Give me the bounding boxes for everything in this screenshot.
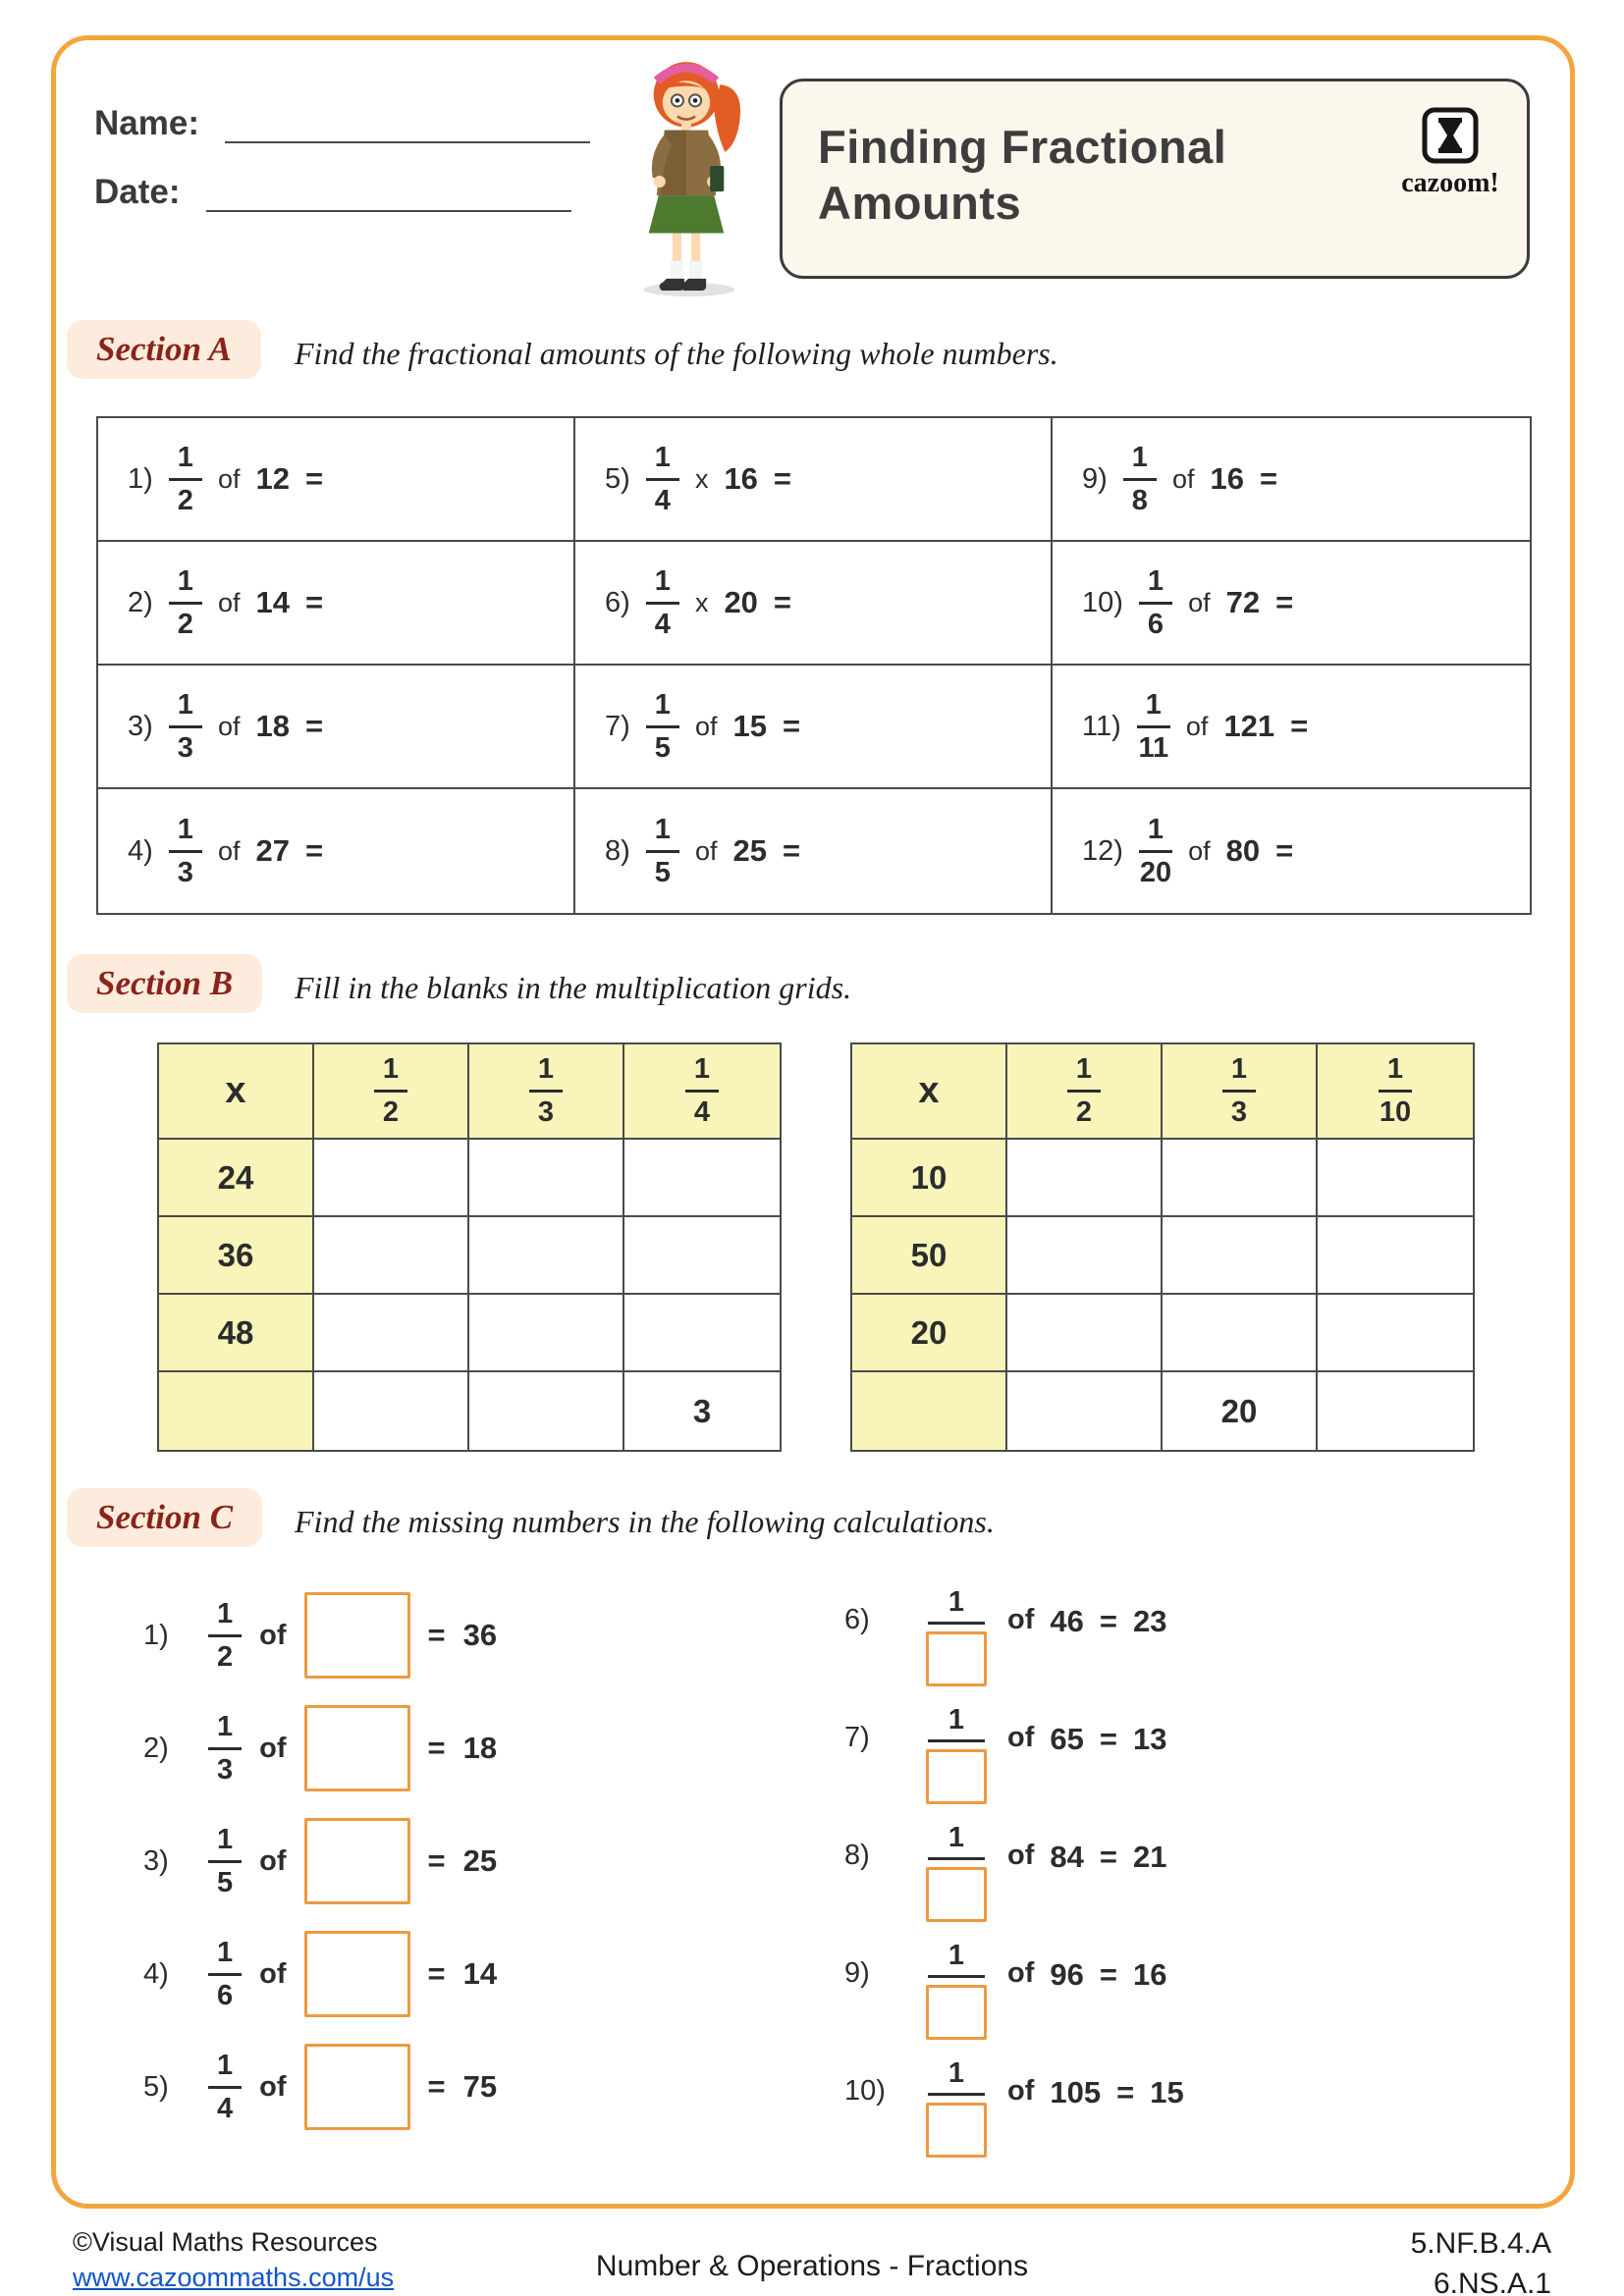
grid-row-label: 50	[852, 1217, 1007, 1295]
numerator: 1	[208, 1600, 242, 1637]
result-value: 16	[1132, 1957, 1167, 1992]
equals-sign: =	[427, 2069, 446, 2104]
problem-number: 8)	[844, 1840, 870, 1871]
cazoom-logo	[1391, 105, 1509, 199]
operator: x	[694, 587, 709, 617]
grid-row-label: 20	[852, 1295, 1007, 1372]
value: 121	[1223, 709, 1275, 743]
equals-sign: =	[782, 833, 801, 868]
grid-row-label: 10	[852, 1140, 1007, 1217]
operator: of	[1007, 1604, 1035, 1635]
equals-sign: =	[427, 1956, 446, 1991]
problem-cell-6	[575, 542, 1053, 666]
equals-sign: =	[1275, 833, 1294, 868]
value: 65	[1050, 1722, 1084, 1756]
fraction	[1123, 441, 1157, 516]
fraction-line	[928, 2093, 985, 2096]
grid-row-label: 36	[159, 1217, 314, 1295]
result-value: 25	[462, 1843, 498, 1878]
numerator: 1	[1123, 444, 1157, 481]
grid-answer-cell[interactable]	[1318, 1295, 1473, 1372]
denominator: 2	[382, 1096, 400, 1128]
equals-sign: =	[1099, 1604, 1117, 1638]
fraction	[1139, 564, 1172, 640]
equals-sign: =	[782, 709, 801, 743]
result-value: 13	[1132, 1722, 1167, 1756]
numerator: 1	[947, 1704, 965, 1735]
multiplication-grid-1	[157, 1042, 782, 1452]
grid-answer-cell[interactable]	[469, 1140, 624, 1217]
date-field-row	[94, 173, 571, 212]
numerator: 1	[529, 1055, 563, 1093]
problem-number: 7)	[844, 1722, 870, 1753]
footer-topic: Number & Operations - Fractions	[595, 2250, 1029, 2282]
equals-sign: =	[1275, 585, 1294, 619]
value: 105	[1050, 2075, 1102, 2109]
problem-row-1	[143, 1590, 497, 1681]
value: 96	[1050, 1957, 1084, 1992]
denominator: 3	[177, 856, 193, 888]
result-value: 75	[462, 2069, 498, 2104]
denominator: 6	[1147, 608, 1164, 640]
date-label: Date:	[94, 173, 181, 211]
denominator: 2	[1075, 1096, 1093, 1128]
section-a-table	[96, 416, 1532, 915]
title-line-2: Amounts	[818, 177, 1022, 230]
fraction	[1137, 688, 1170, 764]
denominator: 11	[1138, 731, 1169, 764]
grid-answer-cell[interactable]	[624, 1140, 780, 1217]
fraction	[374, 1055, 407, 1127]
footer-standards-block	[1411, 2224, 1551, 2296]
operator: of	[1171, 463, 1195, 494]
name-field-row	[94, 104, 590, 143]
standard-code-2: 6.NS.A.1	[1433, 2267, 1551, 2296]
grid-answer-cell[interactable]	[1318, 1372, 1473, 1450]
numerator: 1	[208, 1939, 242, 1976]
operator: of	[259, 2070, 287, 2103]
problem-row-9	[844, 1942, 1184, 2047]
operator: of	[259, 1844, 287, 1877]
result-value: 21	[1132, 1840, 1167, 1874]
grid-fraction-header	[1007, 1044, 1163, 1140]
grid-missing-row-label[interactable]	[852, 1372, 1007, 1450]
problem-number: 1)	[128, 462, 153, 495]
grid-fraction-header	[624, 1044, 780, 1140]
equals-sign: =	[1099, 1722, 1117, 1756]
section-b-heading: Section B	[67, 954, 262, 1013]
fraction	[169, 688, 202, 764]
equals-sign: =	[304, 461, 324, 496]
grid-answer-cell[interactable]	[314, 1372, 469, 1450]
grid-answer-cell[interactable]	[314, 1217, 469, 1295]
problem-cell-7	[575, 666, 1053, 789]
fraction	[646, 813, 679, 888]
numerator: 1	[169, 444, 202, 481]
problem-row-5	[143, 2042, 497, 2132]
answer-box[interactable]	[304, 1705, 410, 1791]
equals-sign: =	[304, 833, 324, 868]
title-box	[780, 79, 1530, 279]
operator: of	[217, 711, 241, 741]
numerator: 1	[169, 816, 202, 853]
fraction	[169, 813, 202, 888]
numerator: 1	[646, 816, 679, 853]
problem-row-3	[143, 1816, 497, 1906]
problem-cell-5	[575, 418, 1053, 542]
equals-sign: =	[427, 1843, 446, 1878]
result-value: 18	[462, 1731, 498, 1765]
operator: of	[1007, 2075, 1035, 2107]
numerator: 1	[685, 1055, 719, 1093]
grid-fraction-header	[314, 1044, 469, 1140]
denominator: 20	[1139, 856, 1172, 888]
fraction-line	[928, 1975, 985, 1978]
answer-box[interactable]	[304, 1931, 410, 2017]
fraction	[208, 1597, 242, 1673]
numerator: 1	[1139, 567, 1172, 605]
grid-fraction-header	[1318, 1044, 1473, 1140]
problem-number: 10)	[844, 2075, 886, 2107]
fraction-missing-denominator	[921, 1824, 992, 1922]
operator: of	[259, 1619, 287, 1651]
numerator: 1	[169, 567, 202, 605]
answer-box[interactable]	[304, 1818, 410, 1904]
problem-cell-9	[1053, 418, 1530, 542]
value: 12	[255, 461, 290, 496]
grid-answer-cell[interactable]	[1007, 1295, 1163, 1372]
operator: of	[259, 1732, 287, 1764]
fraction	[646, 441, 679, 516]
fraction	[1139, 813, 1172, 888]
grid-answer-cell[interactable]	[469, 1217, 624, 1295]
answer-box[interactable]	[304, 1592, 410, 1679]
problem-row-4	[143, 1929, 497, 2019]
problem-number: 2)	[143, 1732, 169, 1764]
standard-code-1: 5.NF.B.4.A	[1410, 2227, 1551, 2260]
equals-sign: =	[773, 461, 792, 496]
value: 16	[1210, 461, 1244, 496]
denominator: 4	[654, 484, 671, 516]
copyright-text: ©Visual Maths Resources	[73, 2227, 378, 2257]
problem-row-7	[844, 1706, 1184, 1811]
name-label: Name:	[94, 104, 199, 142]
grid-row-label: 24	[159, 1140, 314, 1217]
equals-sign: =	[1290, 709, 1309, 743]
fraction	[208, 1823, 242, 1898]
grid-answer-cell[interactable]	[624, 1295, 780, 1372]
grid-missing-row-label[interactable]	[159, 1372, 314, 1450]
result-value: 14	[462, 1956, 498, 1991]
section-c-left-column	[143, 1590, 497, 2132]
denominator: 5	[654, 856, 671, 888]
numerator: 1	[646, 444, 679, 481]
grid-answer-cell[interactable]	[314, 1140, 469, 1217]
value: 27	[255, 833, 290, 868]
value: 25	[732, 833, 767, 868]
value: 80	[1225, 833, 1261, 868]
numerator: 1	[374, 1055, 407, 1093]
operator: of	[1007, 1957, 1035, 1989]
name-input-line[interactable]	[225, 104, 590, 143]
answer-box[interactable]	[304, 2044, 410, 2130]
numerator: 1	[169, 691, 202, 728]
problem-number: 5)	[605, 462, 630, 495]
operator: of	[1007, 1840, 1035, 1871]
numerator: 1	[947, 1586, 965, 1618]
equals-sign: =	[427, 1731, 446, 1765]
operator: of	[694, 835, 718, 866]
denominator: 6	[217, 1979, 234, 2011]
problem-cell-8	[575, 789, 1053, 913]
problem-cell-11	[1053, 666, 1530, 789]
problem-number: 6)	[844, 1604, 870, 1635]
numerator: 1	[646, 567, 679, 605]
value: 18	[255, 709, 290, 743]
value: 15	[732, 709, 767, 743]
operator: of	[259, 1957, 287, 1990]
fraction	[685, 1055, 719, 1127]
denominator: 4	[693, 1096, 711, 1128]
operator: of	[1007, 1722, 1035, 1753]
equals-sign: =	[427, 1618, 446, 1652]
problem-number: 4)	[143, 1957, 169, 1990]
value: 72	[1225, 585, 1261, 619]
grid-given-value-cell: 3	[624, 1372, 780, 1450]
fraction	[1067, 1055, 1101, 1127]
fraction-line	[928, 1622, 985, 1625]
denominator-answer-box[interactable]	[926, 1867, 987, 1922]
problem-number: 3)	[143, 1844, 169, 1877]
numerator: 1	[1379, 1055, 1412, 1093]
fraction-missing-denominator	[921, 1588, 992, 1686]
fraction-missing-denominator	[921, 2059, 992, 2158]
numerator: 1	[1137, 691, 1170, 728]
denominator: 4	[217, 2092, 234, 2124]
problem-row-10	[844, 2059, 1184, 2164]
denominator-answer-box[interactable]	[926, 1749, 987, 1804]
denominator: 3	[217, 1753, 234, 1786]
operator: of	[217, 463, 241, 494]
grid-given-value-cell: 20	[1163, 1372, 1318, 1450]
numerator: 1	[1222, 1055, 1256, 1093]
section-c-instruction: Find the missing numbers in the following calculations.	[295, 1504, 995, 1539]
numerator: 1	[208, 1713, 242, 1750]
operator: of	[1185, 711, 1209, 741]
title-line-1: Finding Fractional	[818, 121, 1227, 173]
section-a-heading: Section A	[67, 320, 261, 379]
denominator: 5	[217, 1866, 234, 1898]
fraction	[1379, 1055, 1412, 1127]
numerator: 1	[646, 691, 679, 728]
problem-number: 10)	[1082, 586, 1123, 618]
multiplication-grid-2	[850, 1042, 1475, 1452]
fraction	[208, 1936, 242, 2011]
grid-answer-cell[interactable]	[1163, 1295, 1318, 1372]
numerator: 1	[947, 1940, 965, 1971]
problem-cell-1	[98, 418, 575, 542]
fraction-line	[928, 1857, 985, 1860]
grid-fraction-header	[1163, 1044, 1318, 1140]
equals-sign: =	[1099, 1957, 1117, 1992]
problem-cell-3	[98, 666, 575, 789]
section-c-heading: Section C	[67, 1488, 262, 1547]
grid-answer-cell[interactable]	[624, 1217, 780, 1295]
problem-number: 12)	[1082, 834, 1123, 867]
grid-answer-cell[interactable]	[1163, 1217, 1318, 1295]
grid-answer-cell[interactable]	[1318, 1217, 1473, 1295]
operator: of	[694, 711, 718, 741]
operator: of	[217, 835, 241, 866]
problem-number: 9)	[1082, 462, 1108, 495]
equals-sign: =	[304, 585, 324, 619]
grid-answer-cell[interactable]	[1007, 1372, 1163, 1450]
problem-number: 7)	[605, 710, 630, 742]
problem-number: 1)	[143, 1619, 169, 1651]
denominator-answer-box[interactable]	[926, 1985, 987, 2040]
result-value: 15	[1150, 2075, 1184, 2109]
grid-row-label: 48	[159, 1295, 314, 1372]
grid-answer-cell[interactable]	[1007, 1140, 1163, 1217]
numerator: 1	[1139, 816, 1172, 853]
grid-answer-cell[interactable]	[469, 1372, 624, 1450]
value: 20	[724, 585, 758, 619]
denominator: 2	[177, 484, 193, 516]
problem-cell-10	[1053, 542, 1530, 666]
problem-number: 8)	[605, 834, 630, 867]
grid-answer-cell[interactable]	[1007, 1217, 1163, 1295]
numerator: 1	[1067, 1055, 1101, 1093]
operator: of	[1188, 587, 1211, 617]
denominator: 3	[537, 1096, 555, 1128]
fraction	[1222, 1055, 1256, 1127]
result-value: 23	[1132, 1604, 1167, 1638]
hourglass-logo-icon	[1420, 105, 1481, 166]
operator: x	[694, 463, 709, 494]
problem-cell-4	[98, 789, 575, 913]
equals-sign: =	[1116, 2075, 1135, 2109]
worksheet-title	[818, 119, 1226, 232]
operator: of	[1188, 835, 1211, 866]
grid-answer-cell[interactable]	[314, 1295, 469, 1372]
value: 46	[1050, 1604, 1084, 1638]
problem-number: 3)	[128, 710, 153, 742]
fraction	[208, 2049, 242, 2124]
problem-number: 9)	[844, 1957, 870, 1989]
problem-row-8	[844, 1824, 1184, 1929]
numerator: 1	[947, 1822, 965, 1853]
girl-cartoon-illustration	[615, 49, 764, 301]
value: 16	[724, 461, 758, 496]
denominator: 4	[654, 608, 671, 640]
problem-number: 6)	[605, 586, 630, 618]
fraction	[208, 1710, 242, 1786]
fraction	[646, 564, 679, 640]
section-b-instruction: Fill in the blanks in the multiplication grids.	[295, 970, 852, 1005]
denominator: 2	[217, 1640, 234, 1673]
result-value: 36	[462, 1618, 498, 1652]
denominator: 3	[1230, 1096, 1248, 1128]
grid-answer-cell[interactable]	[1318, 1140, 1473, 1217]
denominator: 3	[177, 731, 193, 764]
problem-number: 11)	[1082, 710, 1121, 742]
equals-sign: =	[304, 709, 324, 743]
grid-fraction-header	[469, 1044, 624, 1140]
problem-row-2	[143, 1703, 497, 1793]
section-c-right-column	[844, 1588, 1184, 2164]
fraction	[169, 564, 202, 640]
problem-cell-12	[1053, 789, 1530, 913]
date-input-line[interactable]	[206, 173, 571, 212]
section-a-instruction: Find the fractional amounts of the following whole numbers.	[295, 336, 1058, 371]
numerator: 1	[208, 1826, 242, 1863]
fraction	[529, 1055, 563, 1127]
problem-cell-2	[98, 542, 575, 666]
numerator: 1	[947, 2057, 965, 2089]
value: 84	[1050, 1840, 1084, 1874]
website-link[interactable]: www.cazoommaths.com/us	[73, 2263, 395, 2293]
grid-answer-cell[interactable]	[469, 1295, 624, 1372]
equals-sign: =	[773, 585, 792, 619]
fraction-missing-denominator	[921, 1942, 992, 2040]
denominator-answer-box[interactable]	[926, 1631, 987, 1686]
equals-sign: =	[1259, 461, 1278, 496]
denominator-answer-box[interactable]	[926, 2103, 987, 2158]
grid-multiply-header: x	[159, 1044, 314, 1140]
denominator: 10	[1379, 1096, 1412, 1128]
problem-number: 4)	[128, 834, 153, 867]
problem-number: 5)	[143, 2070, 169, 2103]
denominator: 5	[654, 731, 671, 764]
denominator: 8	[1131, 484, 1148, 516]
logo-wordmark: cazoom!	[1401, 168, 1499, 198]
operator: of	[217, 587, 241, 617]
numerator: 1	[208, 2052, 242, 2089]
fraction	[169, 441, 202, 516]
value: 14	[255, 585, 290, 619]
equals-sign: =	[1099, 1840, 1117, 1874]
grid-multiply-header: x	[852, 1044, 1007, 1140]
grid-answer-cell[interactable]	[1163, 1140, 1318, 1217]
fraction-line	[928, 1739, 985, 1742]
fraction	[646, 688, 679, 764]
fraction-missing-denominator	[921, 1706, 992, 1804]
problem-row-6	[844, 1588, 1184, 1693]
denominator: 2	[177, 608, 193, 640]
problem-number: 2)	[128, 586, 153, 618]
